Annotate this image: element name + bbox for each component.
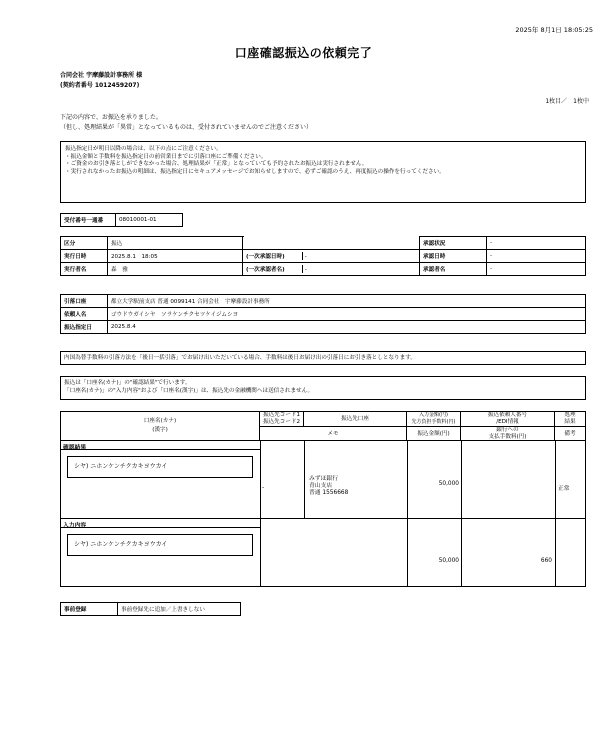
notice-line: ・ご資金のお引き落としができなかった場合、処理結果が「正常」となっていても予約されたお振込は実行されません。 [65,161,368,167]
header-dest: 振込先口座 [304,412,407,426]
detail-header [61,412,585,441]
header-amounts [407,412,461,426]
check-note-line-1: 振込は「口座名(カナ)」の"確認結果"で行います。 [64,380,191,386]
page-number: 1枚目／ 1枚中 [545,98,589,105]
company-name: 合同会社 宇摩藤設計事務所 様 [60,72,143,79]
print-datetime: 2025年 8月1日 18:05:25 [515,26,593,34]
intro-text [60,113,312,133]
divider [555,440,556,586]
confirm-result: 正常 [558,486,570,492]
header-edi [461,412,555,426]
header-code2: 振込先コード2 [262,418,301,425]
header-bank-fee [461,426,555,440]
input-account-name: シヤ) ニホンケンチクカキヨウカイ [67,534,253,556]
input-label: 入力内容 [63,523,87,529]
input-amount: 50,000 [438,558,459,564]
approval-dt-value: - [487,250,586,263]
header-edi-1: 振込依頼人番号 [487,412,528,418]
divider [304,440,305,518]
header-code1: 振込先コード1 [262,412,301,418]
notice-box [60,141,586,203]
header-result-2: 結果 [564,418,576,425]
registration-table [60,602,241,616]
input-fee: 660 [540,558,552,564]
header-bank-fee-1: 銀行への [496,427,519,433]
notice-line: ・振込金額と手数料を振込指定日の前営業日までに引落口座にご準備ください。 [65,153,267,160]
executor-value: 森 雅 [108,263,243,276]
acceptance-table [60,213,183,227]
intro-line-1: 下記の内容で、お振込を承りました。 [60,114,162,121]
first-approver-value: - [304,267,307,273]
confirm-account-type-no: 普通 1556668 [309,490,349,496]
confirm-code: - [262,485,265,491]
header-codes [260,412,304,426]
requester-value: ゴウドウガイシヤ ソラケンチクセツケイジムシヨ [107,308,585,321]
exec-datetime-label: 実行日時 [61,250,108,263]
divider [461,440,462,586]
transaction-table [60,236,586,276]
header-account-name-kanji: (漢字) [152,427,168,433]
approver-value: - [487,263,586,276]
header-account-name-kana: 口座名(カナ) [143,418,177,424]
approval-status-label: 承認状況 [420,237,487,250]
confirm-dest [309,476,348,497]
divider [260,440,261,518]
executor-label: 実行者名 [61,263,108,276]
fee-note: 内国為替手数料の引落方法を「後日一括引落」でお届け出いただいている場合、手数料は後日お届け出の引落日にお引き落としとなります。 [60,351,586,365]
divider [407,440,408,586]
account-table [60,294,586,334]
confirm-bank-name: みずほ銀行 [309,476,338,482]
divider [61,527,260,528]
check-note [60,376,586,400]
header-result-1: 処理 [564,412,576,418]
intro-line-2: （但し、処理結果が「異常」となっているものは、受付されていませんのでご注意ください） [60,124,313,131]
header-transfer-amount: 振込金額(円) [407,426,461,440]
approval-dt-label: 承認日時 [420,250,487,263]
header-account-name [61,412,260,440]
requester-label: 依頼人名 [61,308,108,321]
registration-value: 事前登録先に追加／上書きしない [118,603,241,616]
approval-status-value: - [487,237,586,250]
debit-value: 都立大学駅前支店 普通 0099141 合同会社 宇摩藤設計事務所 [107,295,585,308]
exec-datetime-value: 2025.8.1 18:05 [108,250,243,263]
header-bank-fee-2: 支払手数料(円) [488,433,527,440]
acceptance-value: 08010001-01 [116,214,183,227]
acceptance-label: 受付番号一通番 [61,214,116,227]
header-input-amount: 入力金額(円) [419,412,448,418]
date-value: 2025.8.4 [107,321,585,334]
confirm-label: 確認結果 [63,445,87,451]
first-approver-label: (一次承認者名) [243,265,303,273]
divider [61,518,585,519]
first-approval-dt-label: (一次承認日時) [243,252,303,260]
confirm-amount: 50,000 [438,481,459,487]
spacer [243,237,420,250]
divider [61,449,260,450]
contract-number: (契約者番号 1012459207) [60,82,140,89]
detail-table [60,411,586,587]
date-label: 振込指定日 [61,321,108,334]
header-fee-burden: 先方負担手数料(円) [411,418,456,425]
first-approver [243,263,420,276]
kubun-value: 振込 [108,237,243,250]
notice-line: ・実行されなかったお振込の明細は、振込指定日にセキュアメッセージでお知らせしますので、必ずご確認のうえ、再度振込の操作を行ってください。 [65,168,445,175]
confirm-branch-name: 青山支店 [309,483,333,489]
first-approval-dt-value: - [304,254,307,260]
page-title: 口座確認振込の依頼完了 [234,46,373,60]
check-note-line-2: 「口座名(カナ)」の"入力内容"および「口座名(漢字)」は、振込先の金融機関へは送信されません。 [64,388,314,394]
notice-line: 振込指定日が明日以降の場合は、以下の点にご注意ください。 [65,146,222,152]
divider [260,518,261,586]
registration-label: 事前登録 [61,603,118,616]
header-result [555,412,585,426]
confirm-account-name: シヤ) ニホンケンチクカキヨウカイ [67,456,253,478]
header-edi-2: /EDI情報 [496,418,519,425]
first-approval-dt [243,250,420,263]
header-memo: メモ [260,426,407,440]
header-remarks: 備考 [555,426,585,440]
debit-label: 引落口座 [61,295,108,308]
kubun-label: 区分 [61,237,108,250]
approver-label: 承認者名 [420,263,487,276]
